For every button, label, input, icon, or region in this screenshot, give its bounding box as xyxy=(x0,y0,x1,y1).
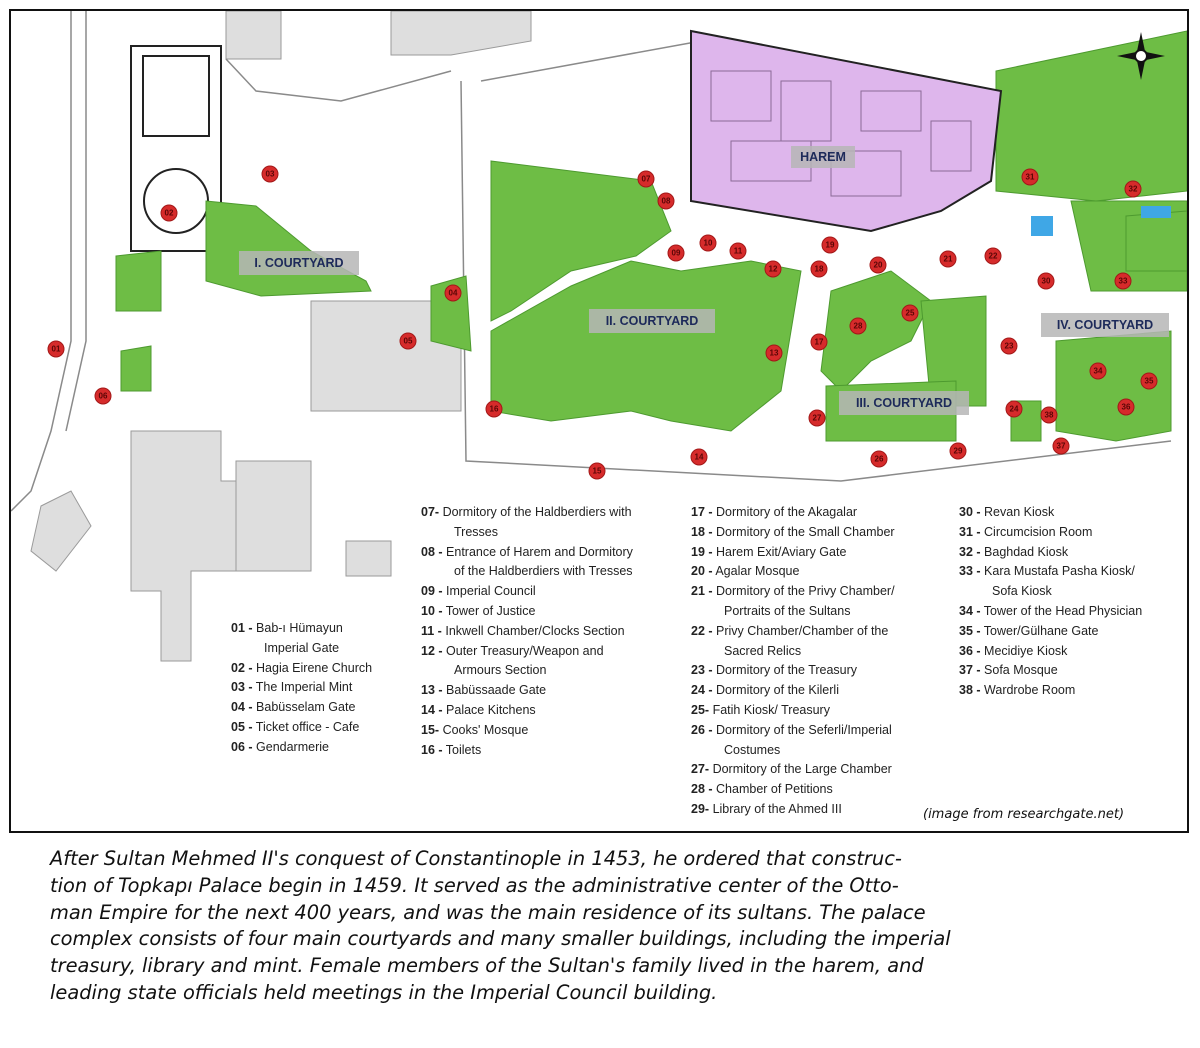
svg-text:14: 14 xyxy=(694,452,704,462)
legend-text: Kara Mustafa Pasha Kiosk/ xyxy=(984,564,1135,579)
courtyard-1-label xyxy=(239,251,359,275)
legend-number: 07- xyxy=(421,505,440,519)
legend-text: Harem Exit/Aviary Gate xyxy=(716,544,847,559)
legend-text: Tower of the Head Physician xyxy=(983,603,1143,618)
legend-item xyxy=(959,562,1142,582)
legend-number: 26 - xyxy=(691,722,713,737)
svg-text:23: 23 xyxy=(1004,341,1014,351)
marker-12 xyxy=(765,261,781,277)
legend-item xyxy=(691,760,895,780)
legend-text: Dormitory of the Large Chamber xyxy=(712,762,892,777)
legend-number: 01 - xyxy=(231,621,253,635)
legend-text: Gendarmerie xyxy=(256,739,329,754)
legend-item xyxy=(959,543,1142,563)
legend-item xyxy=(691,523,895,543)
svg-text:22: 22 xyxy=(988,251,998,261)
svg-text:IV. COURTYARD: IV. COURTYARD xyxy=(1056,318,1154,332)
legend-text-continued: Sacred Relics xyxy=(724,643,802,658)
legend-column-3 xyxy=(691,503,895,820)
marker-20 xyxy=(870,257,886,273)
marker-37 xyxy=(1053,438,1069,454)
courtyard-2-label xyxy=(589,309,715,333)
legend-text: Mecidiye Kiosk xyxy=(984,643,1068,658)
legend-text: Dormitory of the Privy Chamber/ xyxy=(716,584,895,599)
marker-10 xyxy=(700,235,716,251)
svg-text:HAREM: HAREM xyxy=(800,150,846,164)
legend-text: Library of the Ahmed III xyxy=(712,801,842,816)
legend-text: Tower/Gülhane Gate xyxy=(983,623,1099,638)
svg-text:11: 11 xyxy=(733,246,743,256)
legend-column-2 xyxy=(421,503,633,760)
pool xyxy=(1031,216,1053,236)
svg-text:28: 28 xyxy=(853,321,863,331)
marker-21 xyxy=(940,251,956,267)
legend-text-continued: of the Haldberdiers with Tresses xyxy=(454,564,633,579)
legend-text: Wardrobe Room xyxy=(984,683,1076,698)
legend-text: Dormitory of the Kilerli xyxy=(716,683,839,698)
legend-text: Entrance of Harem and Dormitory xyxy=(446,544,633,559)
marker-34 xyxy=(1090,363,1106,379)
legend-number: 11 - xyxy=(421,623,442,638)
svg-text:24: 24 xyxy=(1009,404,1019,414)
marker-27 xyxy=(809,410,825,426)
legend-text: Privy Chamber/Chamber of the xyxy=(716,623,889,638)
legend-text-continued: Imperial Gate xyxy=(264,640,340,655)
svg-text:09: 09 xyxy=(671,248,681,258)
svg-text:35: 35 xyxy=(1144,376,1154,386)
legend-item xyxy=(421,582,633,602)
legend-item xyxy=(691,622,895,642)
caption xyxy=(50,846,1170,1007)
legend-number: 30 - xyxy=(959,505,981,519)
legend-text: Tower of Justice xyxy=(445,603,536,618)
legend-item xyxy=(421,721,633,741)
legend-text: Imperial Council xyxy=(446,584,536,599)
caption-line: leading state officials held meetings in the Imperial Council building. xyxy=(50,980,718,1004)
harem-label xyxy=(791,146,855,168)
legend-text-continued: Armours Section xyxy=(454,663,547,678)
svg-text:30: 30 xyxy=(1041,276,1051,286)
legend-number: 32 - xyxy=(959,544,981,559)
legend-text: Outer Treasury/Weapon and xyxy=(446,643,604,658)
marker-33 xyxy=(1115,273,1131,289)
legend-text: Toilets xyxy=(445,742,482,757)
legend-text: Hagia Eirene Church xyxy=(256,660,373,675)
svg-text:32: 32 xyxy=(1128,184,1138,194)
legend-number: 16 - xyxy=(421,742,443,757)
legend-number: 31 - xyxy=(959,524,981,539)
legend-number: 22 - xyxy=(691,623,713,638)
svg-text:03: 03 xyxy=(265,169,275,179)
legend-text: Babüsselam Gate xyxy=(256,700,356,715)
marker-19 xyxy=(822,237,838,253)
marker-26 xyxy=(871,451,887,467)
svg-text:05: 05 xyxy=(403,336,413,346)
marker-14 xyxy=(691,449,707,465)
legend-item xyxy=(231,678,372,698)
svg-text:37: 37 xyxy=(1056,441,1066,451)
svg-text:16: 16 xyxy=(489,404,499,414)
svg-text:19: 19 xyxy=(825,240,835,250)
legend-item xyxy=(231,698,372,718)
legend-text: Sofa Mosque xyxy=(984,663,1058,678)
caption-line: complex consists of four main courtyards and many smaller buildings, including the imperial xyxy=(50,927,951,951)
legend-number: 02 - xyxy=(231,660,253,675)
svg-text:08: 08 xyxy=(661,196,671,206)
marker-09 xyxy=(668,245,684,261)
legend-text: Agalar Mosque xyxy=(715,564,800,579)
legend-text: Palace Kitchens xyxy=(446,702,536,717)
svg-text:I. COURTYARD: I. COURTYARD xyxy=(254,256,344,270)
legend-item xyxy=(421,602,633,622)
legend-number: 38 - xyxy=(959,683,981,698)
svg-text:13: 13 xyxy=(769,348,779,358)
svg-text:01: 01 xyxy=(51,344,61,354)
marker-22 xyxy=(985,248,1001,264)
courtyard-4-label xyxy=(1041,313,1169,337)
legend-item xyxy=(231,738,372,758)
legend-number: 06 - xyxy=(231,739,253,754)
legend-number: 09 - xyxy=(421,584,443,599)
svg-text:17: 17 xyxy=(814,337,824,347)
map-frame xyxy=(9,9,1189,833)
legend-item xyxy=(691,681,895,701)
svg-text:12: 12 xyxy=(768,264,778,274)
legend-text-continued: Tresses xyxy=(454,524,498,539)
legend-number: 15- xyxy=(421,722,440,737)
legend-number: 34 - xyxy=(959,603,981,618)
legend-item xyxy=(421,642,633,662)
marker-15 xyxy=(589,463,605,479)
legend-text-continued: Portraits of the Sultans xyxy=(724,603,851,618)
legend-number: 24 - xyxy=(691,683,713,698)
caption-line: man Empire for the next 400 years, and was the main residence of its sultans. The palace xyxy=(50,900,926,924)
legend-item xyxy=(959,661,1142,681)
svg-text:21: 21 xyxy=(943,254,953,264)
svg-text:29: 29 xyxy=(953,446,963,456)
legend-number: 17 - xyxy=(691,505,713,519)
legend-item xyxy=(691,661,895,681)
legend-column-4 xyxy=(959,503,1142,701)
svg-text:02: 02 xyxy=(164,208,174,218)
legend-number: 12 - xyxy=(421,643,443,658)
svg-text:25: 25 xyxy=(905,308,915,318)
caption-line: tion of Topkapı Palace begin in 1459. It served as the administrative center of the Otto- xyxy=(50,873,899,897)
legend-item xyxy=(959,503,1142,523)
legend-text: Babüssaade Gate xyxy=(446,683,547,698)
svg-text:06: 06 xyxy=(98,391,108,401)
legend-text: Chamber of Petitions xyxy=(716,782,833,797)
legend-number: 25- xyxy=(691,702,710,717)
legend-text: Circumcision Room xyxy=(984,524,1093,539)
marker-28 xyxy=(850,318,866,334)
marker-18 xyxy=(811,261,827,277)
legend-text: Dormitory of the Treasury xyxy=(716,663,858,678)
legend-text: Baghdad Kiosk xyxy=(984,544,1069,559)
svg-text:07: 07 xyxy=(641,174,651,184)
svg-text:33: 33 xyxy=(1118,276,1128,286)
legend-number: 21 - xyxy=(691,584,713,599)
legend-text: The Imperial Mint xyxy=(255,680,353,695)
legend-item xyxy=(691,701,895,721)
legend-text: Revan Kiosk xyxy=(984,505,1055,519)
legend-column-1 xyxy=(231,619,372,758)
legend-number: 28 - xyxy=(691,782,713,797)
svg-text:15: 15 xyxy=(592,466,602,476)
svg-text:II. COURTYARD: II. COURTYARD xyxy=(605,314,699,328)
marker-06 xyxy=(95,388,111,404)
marker-36 xyxy=(1118,399,1134,415)
legend-number: 35 - xyxy=(959,623,981,638)
legend-item xyxy=(231,619,372,639)
marker-13 xyxy=(766,345,782,361)
image-credit: (image from researchgate.net) xyxy=(923,807,1125,822)
legend-item xyxy=(691,721,895,741)
legend-number: 05 - xyxy=(231,719,253,734)
svg-text:III. COURTYARD: III. COURTYARD xyxy=(855,396,953,410)
marker-05 xyxy=(400,333,416,349)
marker-08 xyxy=(658,193,674,209)
legend-text-continued: Sofa Kiosk xyxy=(992,584,1052,599)
marker-30 xyxy=(1038,273,1054,289)
legend-text: Cooks' Mosque xyxy=(442,722,529,737)
courtyard-3-label xyxy=(839,391,969,415)
marker-07 xyxy=(638,171,654,187)
legend-text: Dormitory of the Seferli/Imperial xyxy=(716,722,892,737)
caption-line: treasury, library and mint. Female members of the Sultan's family lived in the harem, and xyxy=(50,954,924,978)
legend-item xyxy=(959,681,1142,701)
marker-24 xyxy=(1006,401,1022,417)
svg-text:04: 04 xyxy=(448,288,458,298)
marker-32 xyxy=(1125,181,1141,197)
legend-text: Bab-ı Hümayun xyxy=(256,621,343,635)
legend-number: 08 - xyxy=(421,544,443,559)
legend-item xyxy=(421,622,633,642)
marker-04 xyxy=(445,285,461,301)
legend-number: 27- xyxy=(691,762,710,777)
marker-35 xyxy=(1141,373,1157,389)
pool-2 xyxy=(1141,206,1171,218)
legend-text: Dormitory of the Haldberdiers with xyxy=(442,505,632,519)
legend-number: 23 - xyxy=(691,663,713,678)
svg-text:20: 20 xyxy=(873,260,883,270)
legend-number: 37 - xyxy=(959,663,981,678)
legend-text-continued: Costumes xyxy=(724,742,781,757)
legend-number: 29- xyxy=(691,801,710,816)
marker-23 xyxy=(1001,338,1017,354)
marker-11 xyxy=(730,243,746,259)
legend-number: 10 - xyxy=(421,603,443,618)
legend-item xyxy=(421,543,633,563)
legend-item xyxy=(691,780,895,800)
legend-item xyxy=(959,523,1142,543)
legend-number: 33 - xyxy=(959,564,981,579)
legend-number: 18 - xyxy=(691,524,713,539)
svg-text:10: 10 xyxy=(703,238,713,248)
legend-item xyxy=(691,800,895,820)
marker-31 xyxy=(1022,169,1038,185)
legend-text: Fatih Kiosk/ Treasury xyxy=(712,702,830,717)
legend-text: Dormitory of the Akagalar xyxy=(716,505,858,519)
svg-text:38: 38 xyxy=(1044,410,1054,420)
legend-text: Ticket office - Cafe xyxy=(255,719,360,734)
legend-number: 36 - xyxy=(959,643,981,658)
legend-item xyxy=(959,642,1142,662)
svg-text:36: 36 xyxy=(1121,402,1131,412)
legend-text: Dormitory of the Small Chamber xyxy=(716,524,895,539)
legend-number: 19 - xyxy=(691,544,713,559)
gardens xyxy=(116,31,1187,441)
legend-number: 14 - xyxy=(421,702,443,717)
svg-text:31: 31 xyxy=(1025,172,1035,182)
legend-number: 20 - xyxy=(691,564,713,579)
svg-text:18: 18 xyxy=(814,264,824,274)
legend-item xyxy=(959,622,1142,642)
svg-text:34: 34 xyxy=(1093,366,1103,376)
legend-item xyxy=(421,503,633,523)
caption-line: After Sultan Mehmed II's conquest of Constantinople in 1453, he ordered that construc- xyxy=(50,847,902,870)
marker-25 xyxy=(902,305,918,321)
legend-item xyxy=(231,659,372,679)
marker-03 xyxy=(262,166,278,182)
marker-17 xyxy=(811,334,827,350)
marker-02 xyxy=(161,205,177,221)
legend-text: Inkwell Chamber/Clocks Section xyxy=(445,623,625,638)
legend-item xyxy=(421,701,633,721)
marker-38 xyxy=(1041,407,1057,423)
marker-01 xyxy=(48,341,64,357)
marker-16 xyxy=(486,401,502,417)
marker-29 xyxy=(950,443,966,459)
legend-item xyxy=(231,718,372,738)
legend-number: 13 - xyxy=(421,683,443,698)
legend-item xyxy=(959,602,1142,622)
legend-item xyxy=(691,582,895,602)
legend-item xyxy=(421,681,633,701)
legend-item xyxy=(691,562,895,582)
legend-item xyxy=(691,543,895,563)
legend-number: 04 - xyxy=(231,700,253,715)
svg-text:26: 26 xyxy=(874,454,884,464)
svg-text:27: 27 xyxy=(812,413,822,423)
legend-number: 03 - xyxy=(231,680,253,695)
legend-item xyxy=(421,741,633,761)
harem-area xyxy=(691,31,1001,231)
legend-item xyxy=(691,503,895,523)
